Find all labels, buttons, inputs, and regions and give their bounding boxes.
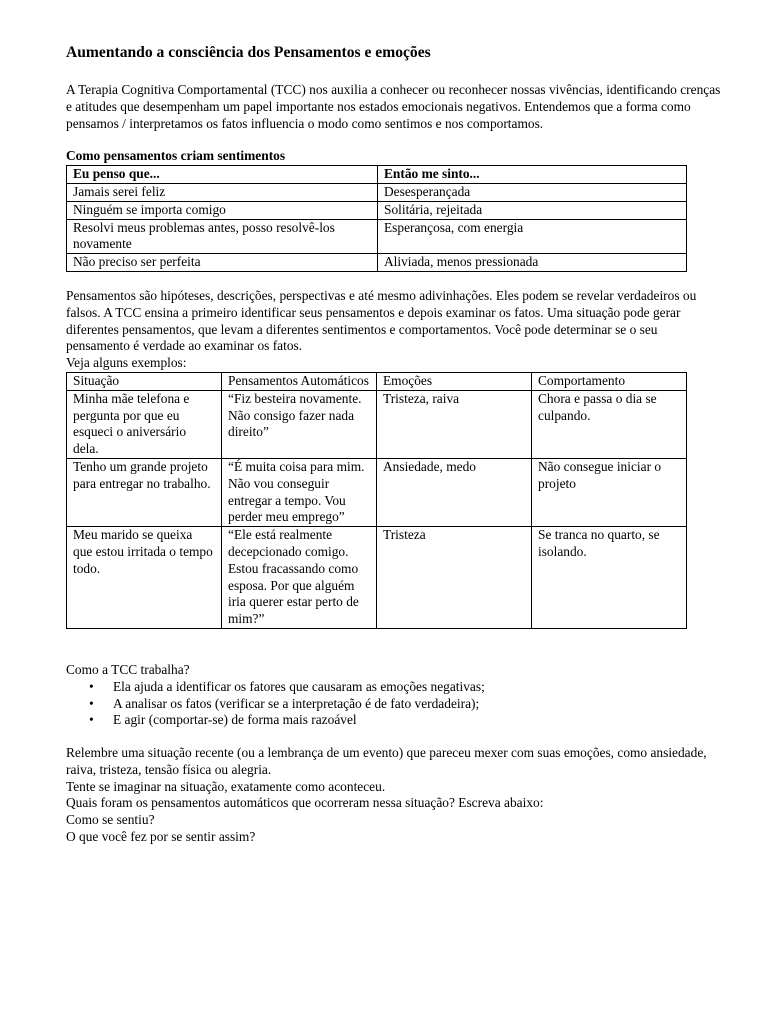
table-header-cell: Comportamento <box>532 372 687 390</box>
thoughts-paragraph: Pensamentos são hipóteses, descrições, perspectivas e até mesmo adivinhações. Eles podem se revelar verdadeiros ou falsos. A TCC ensina a primeiro identificar seus pensamentos e depois examinar os fatos. Uma situação pode gerar diferentes pensamentos, que levam a diferentes sentimentos e comportamentos. Você pode determinar se o seu pensamento é verdade ao examinar os fatos. <box>66 287 697 354</box>
table-row <box>67 201 687 219</box>
table-header-cell: Então me sinto... <box>378 166 687 184</box>
list-item-text: Ela ajuda a identificar os fatores que causaram as emoções negativas; <box>113 678 485 694</box>
how-tcc-works-list <box>66 679 722 729</box>
table-cell: “É muita coisa para mim. Não vou conseguir entregar a tempo. Vou perder meu emprego” <box>222 458 377 526</box>
table-cell: Tristeza <box>377 527 532 629</box>
table-cell: Tristeza, raiva <box>377 390 532 458</box>
table-cell: Se tranca no quarto, se isolando. <box>532 527 687 629</box>
table-cell: Não preciso ser perfeita <box>67 254 378 272</box>
table-header-cell: Pensamentos Automáticos <box>222 372 377 390</box>
exercise-line: Quais foram os pensamentos automáticos que ocorreram nessa situação? Escreva abaixo: <box>66 795 544 811</box>
table-cell: Desesperançada <box>378 183 687 201</box>
table-cell: “Ele está realmente decepcionado comigo. Estou fracassando como esposa. Por que alguém iria querer estar perto de mim?” <box>222 527 377 629</box>
table-cell: Resolvi meus problemas antes, posso resolvê-los novamente <box>67 219 378 254</box>
table-cell: Solitária, rejeitada <box>378 201 687 219</box>
table-row <box>67 390 687 458</box>
table-cell: Ninguém se importa comigo <box>67 201 378 219</box>
table-header-cell: Eu penso que... <box>67 166 378 184</box>
table-row <box>67 527 687 629</box>
exercise-line: Como se sentiu? <box>66 812 155 828</box>
table-header-cell: Emoções <box>377 372 532 390</box>
table-cell: Chora e passa o dia se culpando. <box>532 390 687 458</box>
table-header-row <box>67 372 687 390</box>
spacer <box>66 629 722 662</box>
table-row <box>67 458 687 526</box>
intro-paragraph: A Terapia Cognitiva Comportamental (TCC) nos auxilia a conhecer ou reconhecer nossas vivências, identificando crenças e atitudes que desempenham um papel importante nos estados emocionais negativos. Entendemos que a forma como pensamos / interpretamos os fatos influencia o modo como sentimos e nos comportamos. <box>66 82 721 131</box>
exercise-intro: Relembre uma situação recente (ou a lembrança de um evento) que pareceu mexer com suas emoções, como ansiedade, raiva, tristeza, tensão física ou alegria. <box>66 745 707 777</box>
bullet-icon: • <box>89 678 94 694</box>
spacer <box>66 272 722 288</box>
thoughts-feelings-table <box>66 165 687 272</box>
bullet-icon: • <box>89 695 94 711</box>
list-item <box>89 695 722 713</box>
table-row <box>67 254 687 272</box>
table-row <box>67 183 687 201</box>
table-cell: Jamais serei feliz <box>67 183 378 201</box>
table-header-row <box>67 166 687 184</box>
table-cell: Não consegue iniciar o projeto <box>532 458 687 526</box>
table-cell: Ansiedade, medo <box>377 458 532 526</box>
table-cell: Aliviada, menos pressionada <box>378 254 687 272</box>
list-item-text: E agir (comportar-se) de forma mais razoável <box>113 712 357 728</box>
exercise-line: Tente se imaginar na situação, exatamente como aconteceu. <box>66 778 386 794</box>
list-item <box>89 678 722 696</box>
exercise-line: O que você fez por se sentir assim? <box>66 829 256 845</box>
spacer <box>66 729 722 745</box>
document-page <box>66 44 722 846</box>
how-tcc-works-title: Como a TCC trabalha? <box>66 661 190 677</box>
table-cell: Esperançosa, com energia <box>378 219 687 254</box>
table1-heading: Como pensamentos criam sentimentos <box>66 148 286 164</box>
table-cell: Minha mãe telefona e pergunta por que eu esqueci o aniversário dela. <box>67 390 222 458</box>
list-item <box>89 712 722 729</box>
page-title: Aumentando a consciência dos Pensamentos e emoções <box>66 44 431 61</box>
examples-table <box>66 372 687 629</box>
examples-intro: Veja alguns exemplos: <box>66 355 187 371</box>
table-cell: Meu marido se queixa que estou irritada o tempo todo. <box>67 527 222 629</box>
bullet-icon: • <box>89 712 94 728</box>
table-cell: “Fiz besteira novamente. Não consigo fazer nada direito” <box>222 390 377 458</box>
table-cell: Tenho um grande projeto para entregar no trabalho. <box>67 458 222 526</box>
table-header-cell: Situação <box>67 372 222 390</box>
table-row <box>67 219 687 254</box>
list-item-text: A analisar os fatos (verificar se a interpretação é de fato verdadeira); <box>113 695 480 711</box>
